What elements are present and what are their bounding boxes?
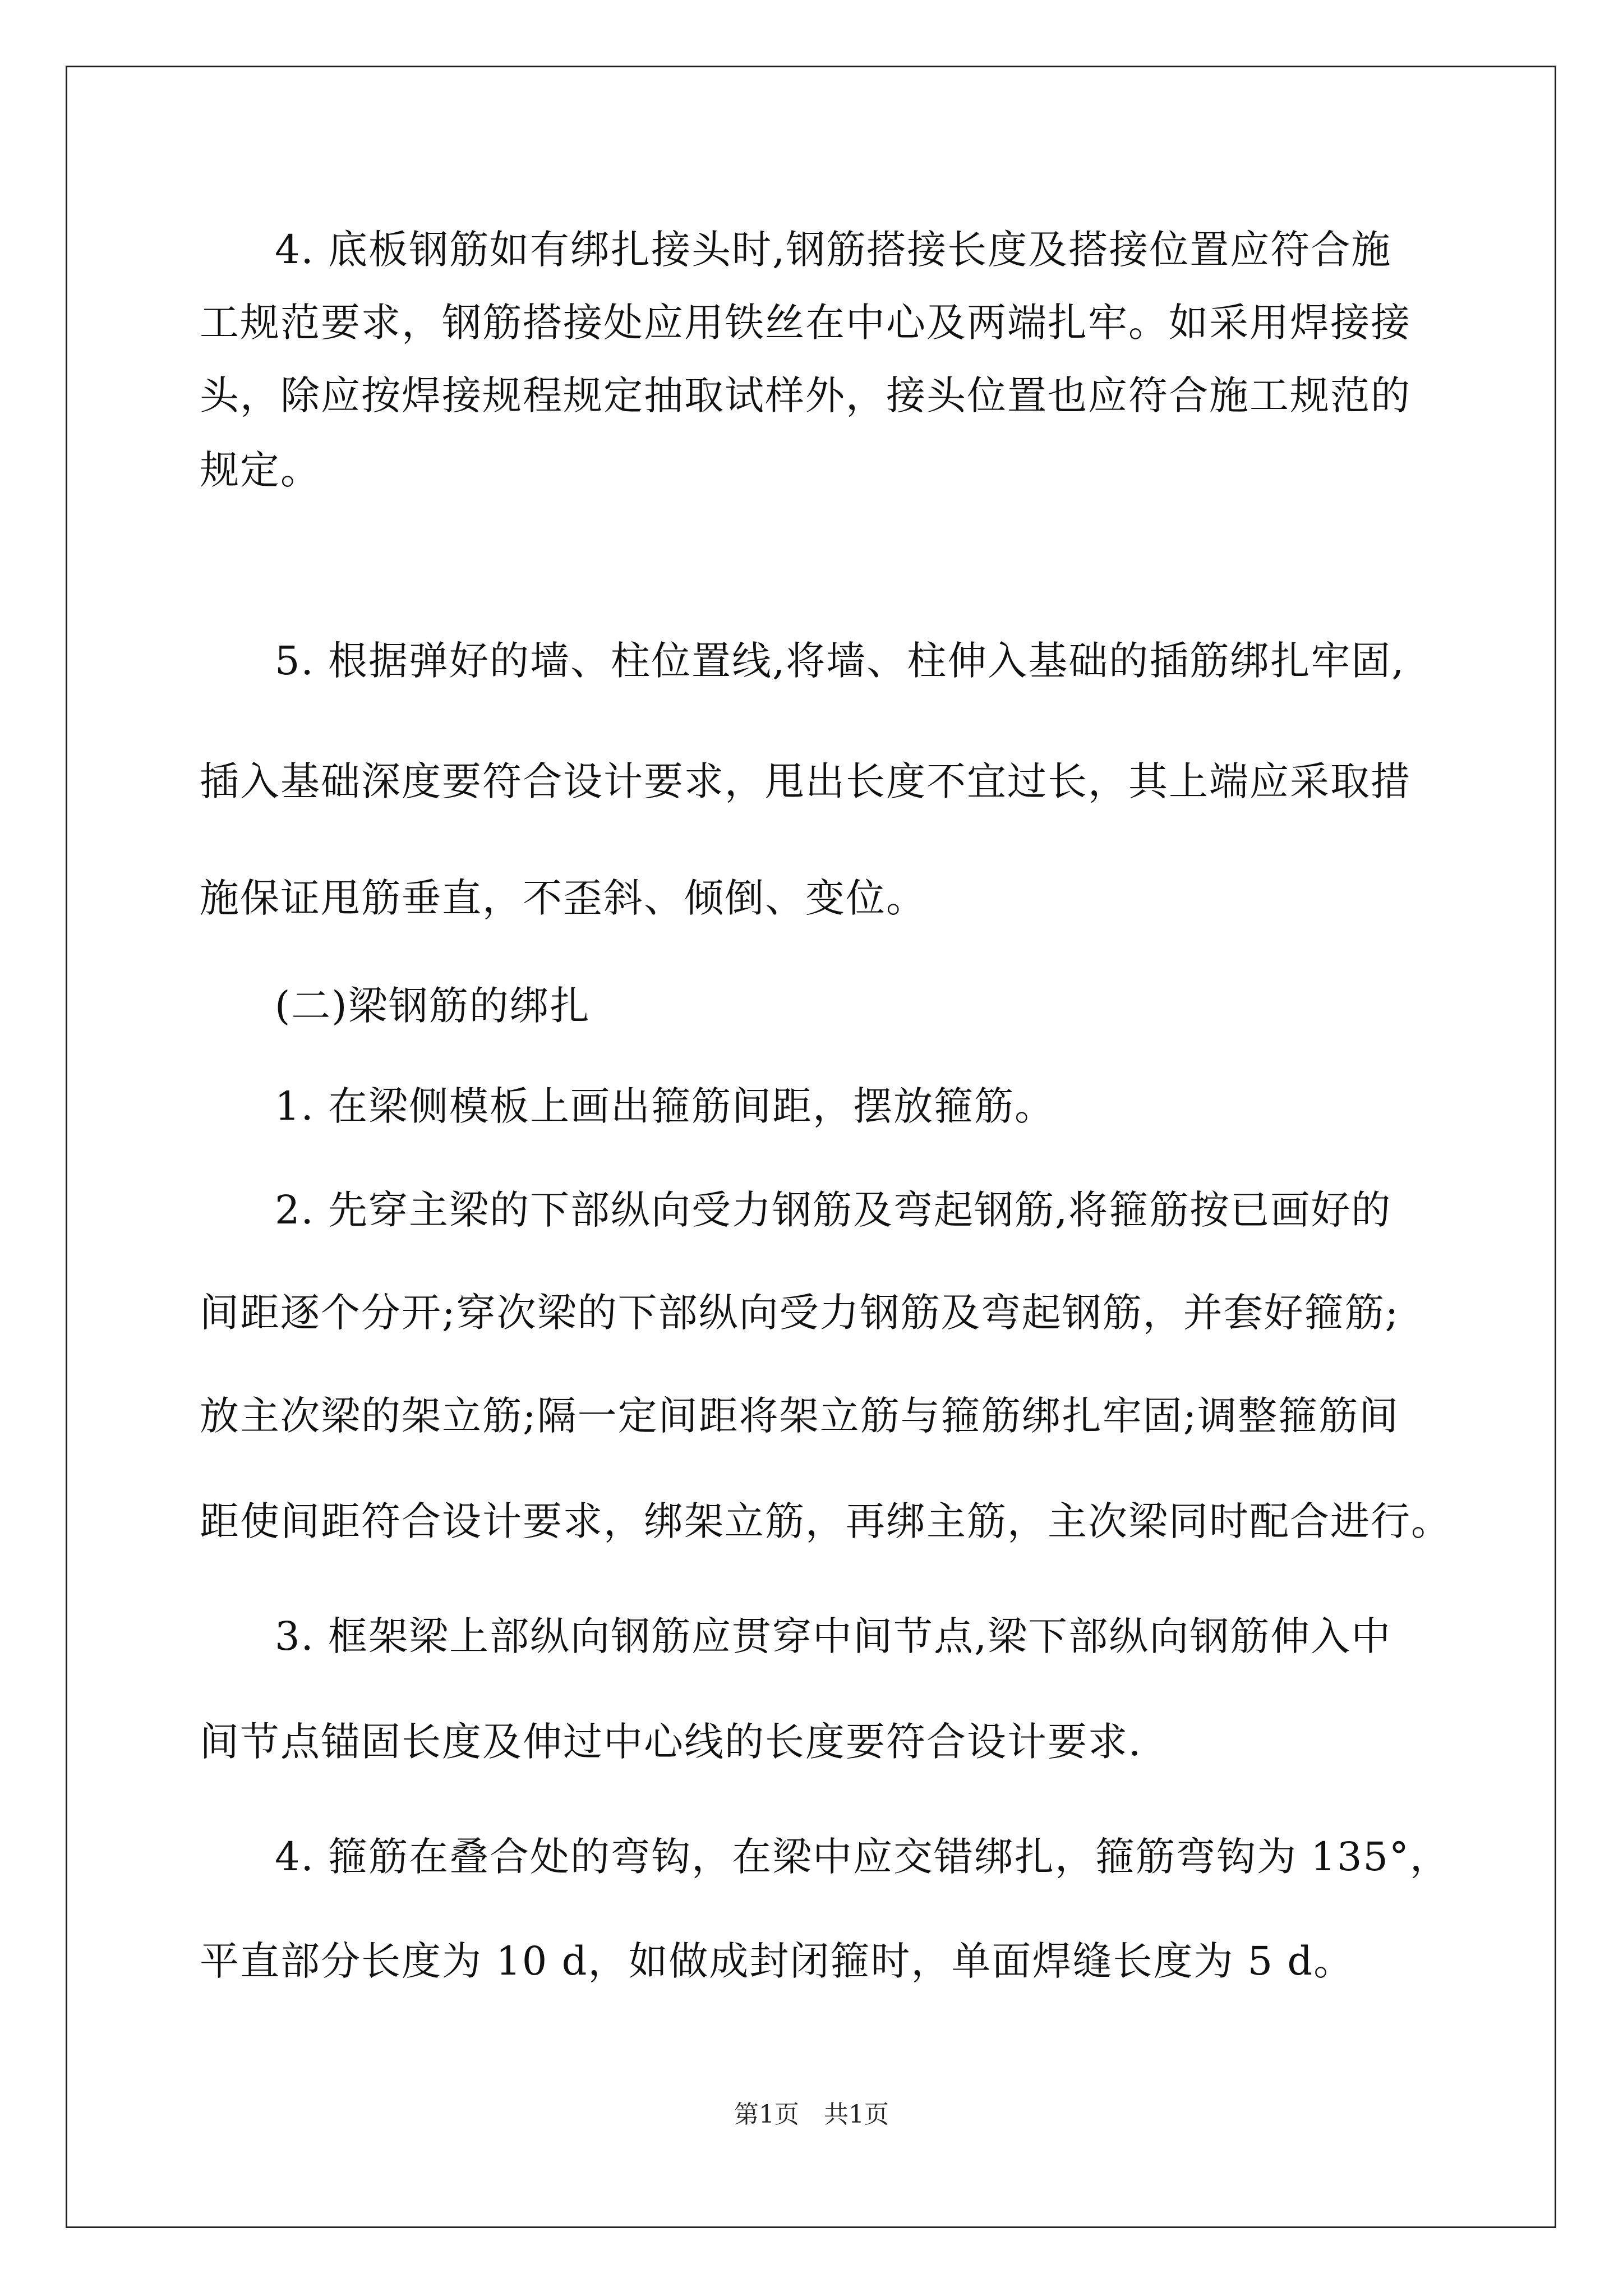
beam-step-2-line-1: 2. 先穿主梁的下部纵向受力钢筋及弯起钢筋,将箍筋按已画好的: [275, 1187, 1392, 1233]
paragraph-4-line-1: 4. 底板钢筋如有绑扎接头时,钢筋搭接长度及搭接位置应符合施: [275, 227, 1392, 273]
paragraph-4-line-4: 规定。: [200, 447, 321, 493]
beam-step-2-line-4: 距使间距符合设计要求，绑架立筋，再绑主筋，主次梁同时配合进行。: [200, 1498, 1451, 1544]
beam-step-2-line-3: 放主次梁的架立筋;隔一定间距将架立筋与箍筋绑扎牢固;调整箍筋间: [200, 1393, 1400, 1439]
beam-step-2-line-2: 间距逐个分开;穿次梁的下部纵向受力钢筋及弯起钢筋，并套好箍筋;: [200, 1290, 1400, 1336]
beam-step-4-line-2: 平直部分长度为 10 d，如做成封闭箍时，单面焊缝长度为 5 d。: [200, 1938, 1354, 1984]
paragraph-4-line-2: 工规范要求，钢筋搭接处应用铁丝在中心及两端扎牢。如采用焊接接: [200, 300, 1411, 346]
paragraph-5-line-2: 插入基础深度要符合设计要求，甩出长度不宜过长，其上端应采取措: [200, 758, 1411, 804]
page-number-footer: 第1页 共1页: [734, 2100, 889, 2129]
beam-step-1: 1. 在梁侧模板上画出箍筋间距，摆放箍筋。: [275, 1083, 1055, 1129]
beam-step-4-line-1: 4. 箍筋在叠合处的弯钩，在梁中应交错绑扎，箍筋弯钩为 135°，: [275, 1834, 1450, 1880]
section-heading-beam-rebar: (二)梁钢筋的绑扎: [275, 983, 591, 1029]
paragraph-5-line-3: 施保证甩筋垂直，不歪斜、倾倒、变位。: [200, 875, 926, 921]
paragraph-4-line-3: 头，除应按焊接规程规定抽取试样外，接头位置也应符合施工规范的: [200, 372, 1411, 418]
paragraph-5-line-1: 5. 根据弹好的墙、柱位置线,将墙、柱伸入基础的插筋绑扎牢固,: [275, 638, 1405, 684]
beam-step-3-line-1: 3. 框架梁上部纵向钢筋应贯穿中间节点,梁下部纵向钢筋伸入中: [275, 1613, 1392, 1659]
beam-step-3-line-2: 间节点锚固长度及伸过中心线的长度要符合设计要求.: [200, 1719, 1142, 1765]
